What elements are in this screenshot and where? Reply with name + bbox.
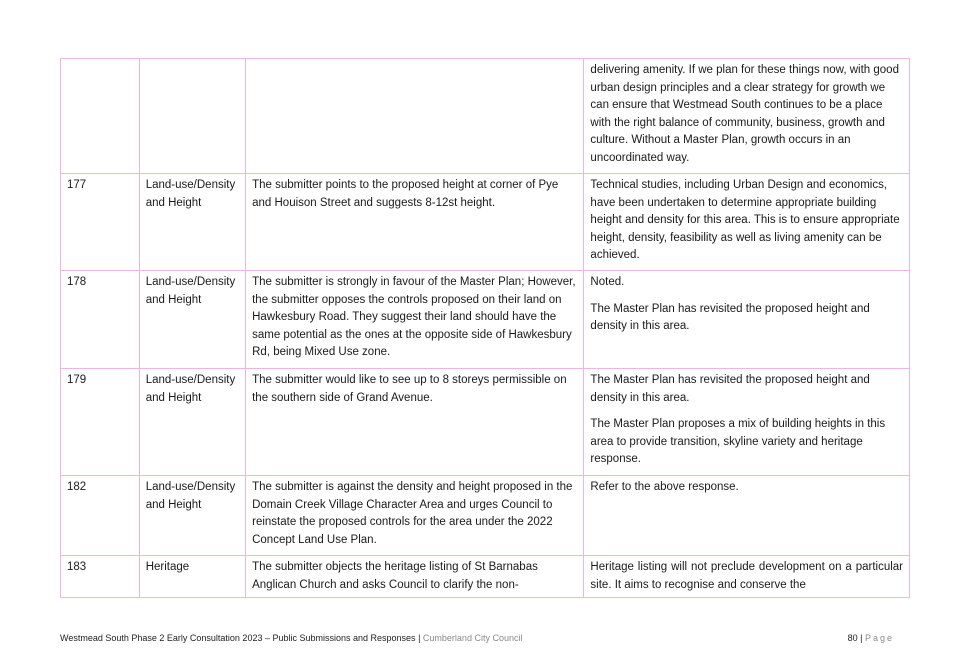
table-row [61,476,910,556]
submission-id-cell: 177 [61,174,140,271]
table-row [61,271,910,369]
page-word: Page [864,633,894,643]
category-cell: Heritage [139,556,245,598]
response-cell [584,271,910,369]
document-title: Westmead South Phase 2 Early Consultation 2023 – Public Submissions and Responses [60,633,416,643]
footer-right [848,633,894,643]
response-cell [584,174,910,271]
table-row [61,59,910,174]
organisation-name: Cumberland City Council [422,633,523,643]
submission-id-cell: 183 [61,556,140,598]
response-cell [584,556,910,598]
category-cell: Land-use/Density and Height [139,174,245,271]
category-cell [139,59,245,174]
category-cell: Land-use/Density and Height [139,476,245,556]
response-paragraph: The Master Plan has revisited the proposed height and density in this area. [590,374,870,404]
submission-cell: The submitter objects the heritage listing of St Barnabas Anglican Church and asks Council to clarify the non- [246,556,584,598]
table-row [61,369,910,476]
table-row [61,174,910,271]
submission-id-cell: 178 [61,271,140,369]
response-cell [584,59,910,174]
submission-cell: The submitter points to the proposed height at corner of Pye and Houison Street and suggests 8-12st height. [246,174,584,271]
submissions-table [60,58,910,598]
submission-id-cell [61,59,140,174]
response-paragraph: Heritage listing will not preclude development on a particular site. It aims to recognise and conserve the [590,561,903,591]
footer-separator: | [418,633,421,643]
footer-left [60,633,522,643]
response-paragraph: delivering amenity. If we plan for these things now, with good urban design principles and a clear strategy for growth we can ensure that Westmead South continues to be a place with the right balance of community, business, growth and culture. Without a Master Plan, growth occurs in an uncoordinated way. [590,64,899,164]
page-footer [60,633,894,643]
category-cell: Land-use/Density and Height [139,271,245,369]
submission-cell: The submitter is strongly in favour of the Master Plan; However, the submitter opposes the controls proposed on their land on Hawkesbury Road. They suggest their land should have the same potential as the ones at the opposite side of Hawkesbury Rd, being Mixed Use zone. [246,271,584,369]
response-paragraph: The Master Plan proposes a mix of building heights in this area to provide transition, skyline variety and heritage response. [590,418,886,465]
response-paragraph: Technical studies, including Urban Design and economics, have been undertaken to determine appropriate building height and density for this area. This is to ensure appropriate height, density, feasibility as well as living amenity can be achieved. [590,179,900,261]
category-cell: Land-use/Density and Height [139,369,245,476]
submission-cell [246,59,584,174]
response-cell [584,476,910,556]
response-cell [584,369,910,476]
page-number: 80 [847,633,858,643]
submission-cell: The submitter would like to see up to 8 storeys permissible on the southern side of Grand Avenue. [246,369,584,476]
submission-cell: The submitter is against the density and height proposed in the Domain Creek Village Character Area and urges Council to reinstate the proposed controls for the area under the 2022 Concept Land Use Plan. [246,476,584,556]
submission-id-cell: 179 [61,369,140,476]
submission-id-cell: 182 [61,476,140,556]
response-paragraph: The Master Plan has revisited the proposed height and density in this area. [590,302,870,332]
response-paragraph: Noted. [590,276,625,288]
page-separator: | [860,633,863,643]
table-row [61,556,910,598]
response-paragraph: Refer to the above response. [590,481,739,493]
